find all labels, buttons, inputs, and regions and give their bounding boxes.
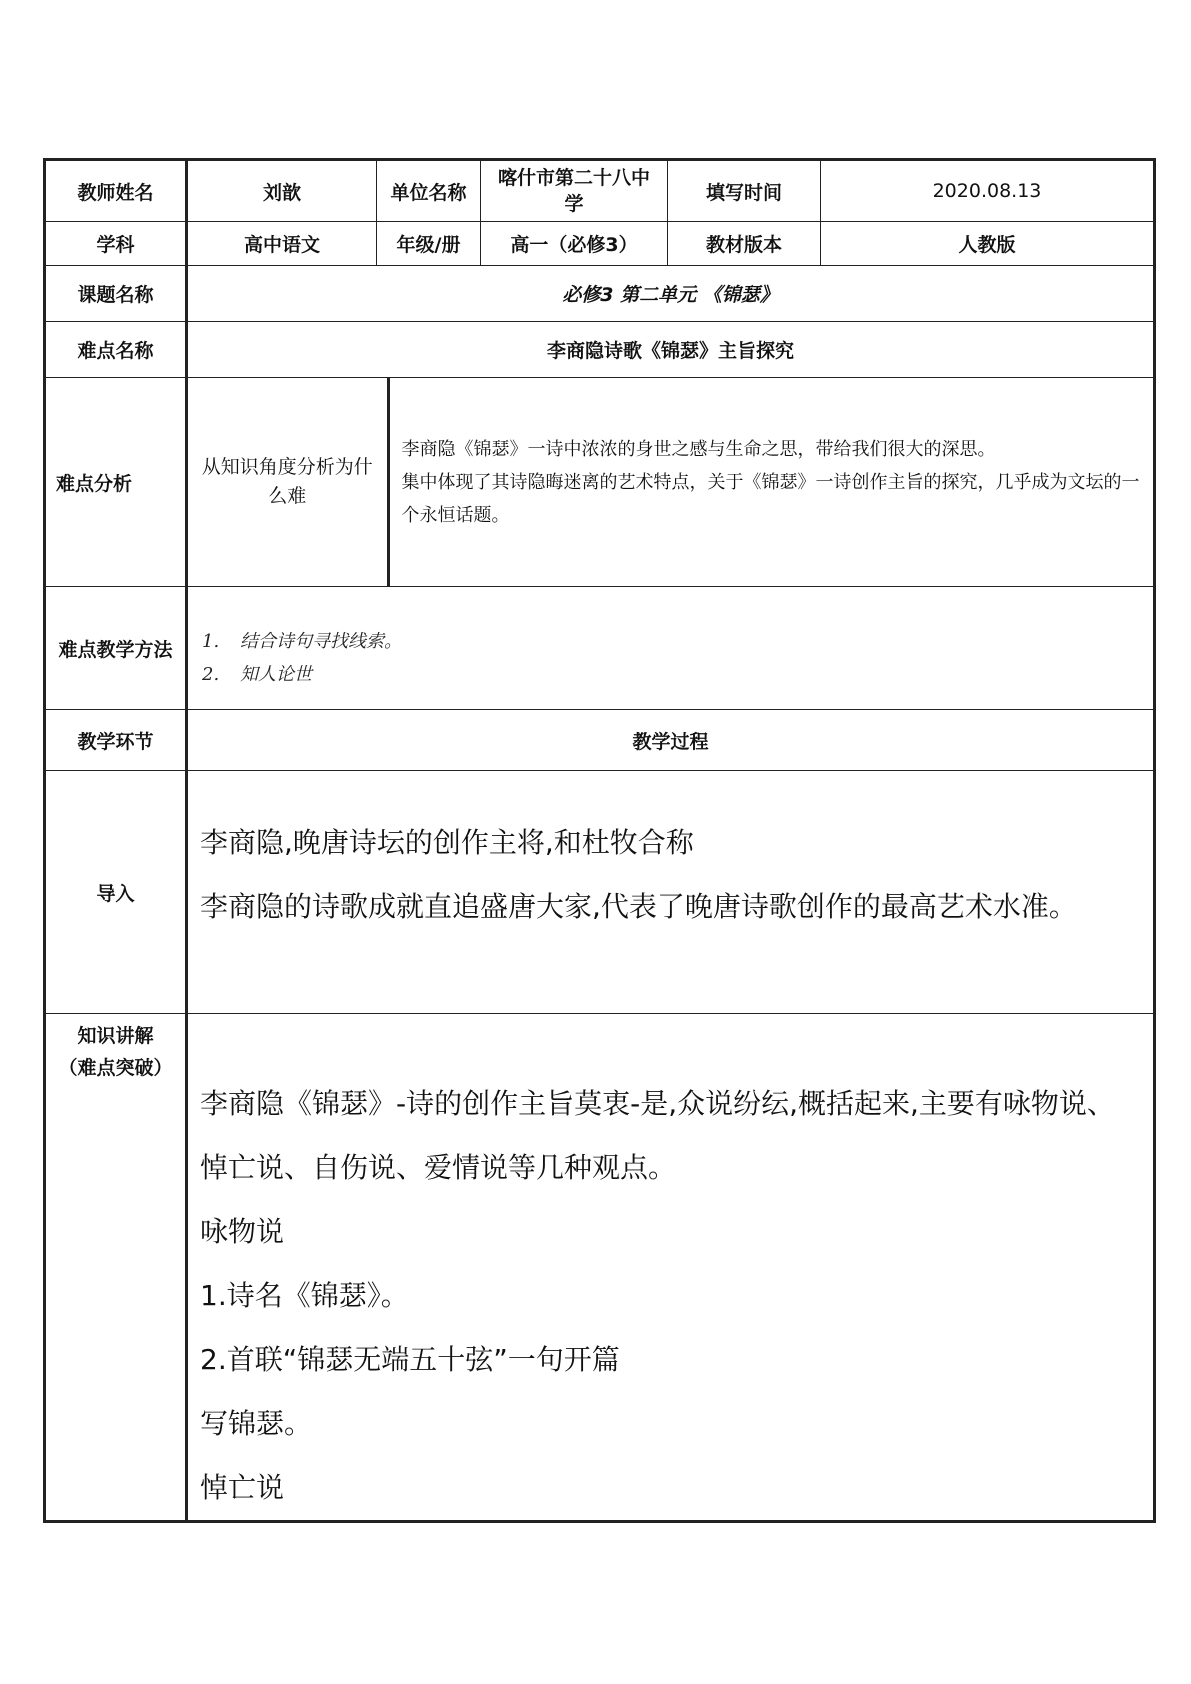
edition-value: 人教版 [821,222,1155,266]
explanation-line: 1.诗名《锦瑟》。 [200,1279,409,1312]
process-stage-label: 教学环节 [45,710,187,771]
method-item [202,658,1153,691]
explanation-line: 李商隐《锦瑟》-诗的创作主旨莫衷-是,众说纷纭,概括起来,主要有咏物说、 [200,1087,1115,1120]
difficulty-value: 李商隐诗歌《锦瑟》主旨探究 [187,322,1155,378]
analysis-inner-table [188,378,1153,586]
topic-label: 课题名称 [45,266,187,322]
method-item-text: 结合诗句寻找线索。 [240,631,402,652]
analysis-sub-label: 从知识角度分析为什么难 [201,456,373,507]
analysis-text [388,378,1153,586]
method-list [187,587,1155,710]
unit-name-value: 喀什市第二十八中学 [481,160,668,222]
method-item-text: 知人论世 [240,664,312,685]
fill-date-label: 填写时间 [668,160,821,222]
method-label: 难点教学方法 [45,587,187,710]
header-row-2 [45,222,1155,266]
method-item-number: 2. [202,664,220,685]
intro-line: 李商隐的诗歌成就直追盛唐大家,代表了晚唐诗歌创作的最高艺术水准。 [200,890,1077,923]
subject-value: 高中语文 [187,222,377,266]
explanation-line: 写锦瑟。 [200,1407,313,1440]
teacher-name-label: 教师姓名 [45,160,187,222]
explanation-line: 悼亡说 [200,1471,285,1504]
method-item-number: 1. [202,631,220,652]
explanation-label-line1: 知识讲解 [77,1025,154,1047]
explanation-label-line2: （难点突破） [58,1057,173,1079]
method-item [202,625,1153,658]
topic-value: 必修3 第二单元 《锦瑟》 [187,266,1155,322]
lesson-plan-form [43,158,1153,1523]
teacher-name-value: 刘歆 [187,160,377,222]
explanation-line: 咏物说 [200,1215,285,1248]
intro-content [187,771,1155,1014]
analysis-label: 难点分析 [45,378,187,587]
difficulty-label: 难点名称 [45,322,187,378]
unit-name-label: 单位名称 [377,160,481,222]
explanation-line: 2.首联“锦瑟无端五十弦”一句开篇 [200,1343,620,1376]
intro-label: 导入 [45,771,187,1014]
intro-line: 李商隐,晚唐诗坛的创作主将,和杜牧合称 [200,826,694,859]
analysis-line: 集中体现了其诗隐晦迷离的艺术特点，关于《锦瑟》一诗创作主旨的探究，几乎成为文坛的一个永恒话题。 [401,471,1140,526]
explanation-label [45,1014,187,1522]
topic-row [45,266,1155,322]
analysis-row [45,378,1155,587]
subject-label: 学科 [45,222,187,266]
grade-value: 高一（必修3） [481,222,668,266]
process-label: 教学过程 [187,710,1155,771]
process-header-row [45,710,1155,771]
grade-label: 年级/册 [377,222,481,266]
fill-date-value: 2020.08.13 [821,160,1155,222]
explanation-line: 悼亡说、自伤说、爱情说等几种观点。 [200,1151,677,1184]
difficulty-row [45,322,1155,378]
intro-row [45,771,1155,1014]
explanation-row [45,1014,1155,1522]
analysis-cell [187,378,1155,587]
analysis-line: 李商隐《锦瑟》一诗中浓浓的身世之感与生命之思，带给我们很大的深思。 [401,438,996,460]
explanation-content [187,1014,1155,1522]
method-row [45,587,1155,710]
edition-label: 教材版本 [668,222,821,266]
lesson-plan-table [43,158,1156,1523]
header-row-1 [45,160,1155,222]
